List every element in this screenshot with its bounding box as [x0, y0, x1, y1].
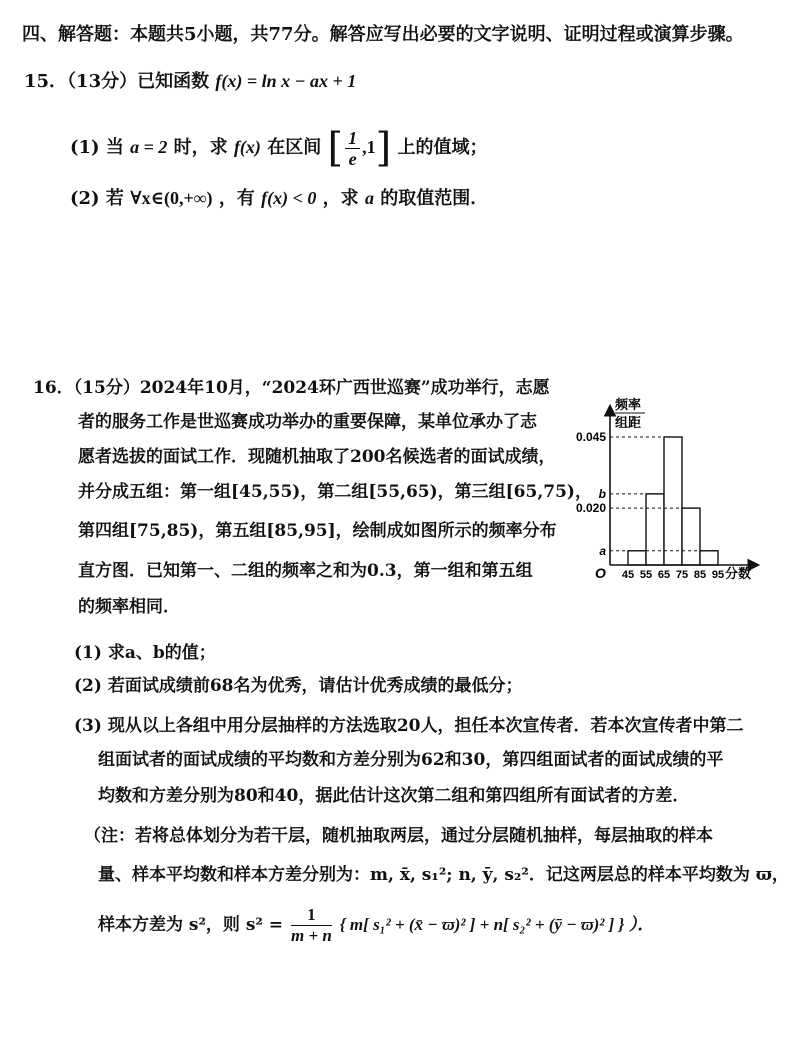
q15-interval-end: ,1: [362, 137, 376, 157]
q16-formula-prefix: 样本方差为 s²，则 s² =: [98, 915, 284, 935]
q15-part2: [70, 185, 488, 212]
x-tick-label: 75: [675, 569, 689, 580]
origin-label: O: [595, 565, 606, 580]
q15-p2-mid2: ，求: [322, 188, 359, 209]
histogram-bar: [700, 551, 718, 565]
q15-p1-suffix: 上的值域；: [397, 137, 488, 158]
q15-function: f(x) = ln x − ax + 1: [215, 71, 357, 91]
q16-formula-line: [98, 902, 654, 948]
y-axis-label-bottom: 组距: [615, 415, 642, 430]
q16-part3-line-2: 组面试者的面试成绩的平均数和方差分别为62和30，第四组面试者的面试成绩的平: [98, 750, 724, 770]
histogram-bar: [664, 437, 682, 565]
histogram-bar: [646, 494, 664, 565]
frequency-histogram: [565, 395, 765, 580]
q16-line-4: 并分成五组：第一组[45,55)，第二组[55,65)，第三组[65,75)，: [78, 482, 592, 502]
q16-line-3: 愿者选拔的面试工作．现随机抽取了200名候选者的面试成绩，: [78, 447, 556, 467]
q15-p1-fx: f(x): [233, 137, 261, 157]
q15-p2-mid: ，有: [218, 188, 255, 209]
q16-line-1: 16．（15分）2024年10月，“2024环广西世巡赛”成功举行，志愿: [33, 378, 550, 398]
q16-line-7: 的频率相同．: [78, 597, 180, 617]
q16-note-line-1: （注：若将总体划分为若干层，随机抽取两层，通过分层随机抽样，每层抽取的样本: [84, 826, 713, 846]
x-tick-label: 45: [621, 569, 635, 580]
q15-p1-cond: a = 2: [130, 137, 168, 157]
x-tick-label: 85: [693, 569, 707, 580]
right-bracket-icon: ]: [375, 125, 392, 171]
q16-part3-line-3: 均数和方差分别为80和40，据此估计这次第二组和第四组所有面试者的方差．: [98, 786, 690, 806]
q15-p2-ineq: f(x) < 0: [261, 188, 317, 208]
x-tick-label: 55: [639, 569, 653, 580]
q16-line-2: 者的服务工作是世巡赛成功举办的重要保障，某单位承办了志: [78, 412, 537, 432]
q15-stem: [24, 68, 356, 95]
y-tick-label: 0.045: [575, 430, 606, 444]
q15-frac-num: 1: [345, 128, 360, 149]
q15-p2-suffix: 的取值范围．: [380, 188, 489, 209]
y-tick-label: 0.020: [575, 501, 606, 516]
q16-line-6: 直方图．已知第一、二组的频率之和为0.3，第一组和第五组: [78, 561, 533, 581]
q15-frac-den: e: [348, 148, 357, 169]
histogram-bar: [682, 508, 700, 565]
q15-p1-mid: 时，求: [173, 137, 228, 158]
q16-formula-frac-den: m + n: [290, 926, 332, 945]
x-tick-label: 95: [711, 569, 725, 580]
q15-interval-fraction: [345, 128, 360, 169]
q16-part3-line-1: (3) 现从以上各组中用分层抽样的方法选取20人，担任本次宣传者．若本次宣传者中第二: [74, 716, 744, 736]
x-axis-label: 分数: [725, 566, 752, 580]
section-header: 四、解答题：本题共5小题，共77分。解答应写出必要的文字说明、证明过程或演算步骤。: [22, 24, 744, 45]
histogram-bar: [628, 551, 646, 565]
q16-line-5: 第四组[75,85)，第五组[85,95]，绘制成如图所示的频率分布: [78, 521, 557, 541]
q16-note-line-2: 量、样本平均数和样本方差分别为：m, x̄, s₁²; n, ȳ, s₂²．记这两层总的样本平均数为 ϖ，: [98, 865, 789, 885]
q15-part1: [70, 122, 487, 173]
x-tick-label: 65: [657, 569, 671, 580]
q15-p2-cond: ∀x∈(0,+∞): [130, 188, 213, 208]
q15-p1-prefix: (1) 当: [70, 137, 124, 158]
y-axis-label-top: 频率: [615, 397, 642, 412]
q15-p2-var: a: [364, 188, 374, 208]
q15-p1-mid2: 在区间: [267, 137, 322, 158]
q15-number: 15．（13分）已知函数: [24, 71, 210, 92]
q16-formula-body: { m[ s₁² + (x̄ − ϖ)² ] + n[ s₂² + (ȳ − ϖ)² ] } ）．: [339, 915, 655, 934]
q15-p2-prefix: (2) 若: [70, 188, 124, 209]
q16-part2: (2) 若面试成绩前68名为优秀，请估计优秀成绩的最低分；: [74, 676, 523, 696]
left-bracket-icon: [: [327, 125, 344, 171]
y-tick-label: b: [598, 486, 606, 501]
q16-formula-frac-num: 1: [291, 905, 332, 926]
q16-part1: (1) 求a、b的值；: [74, 643, 216, 663]
y-tick-label: a: [599, 543, 606, 558]
q16-formula-fraction: [291, 905, 332, 946]
